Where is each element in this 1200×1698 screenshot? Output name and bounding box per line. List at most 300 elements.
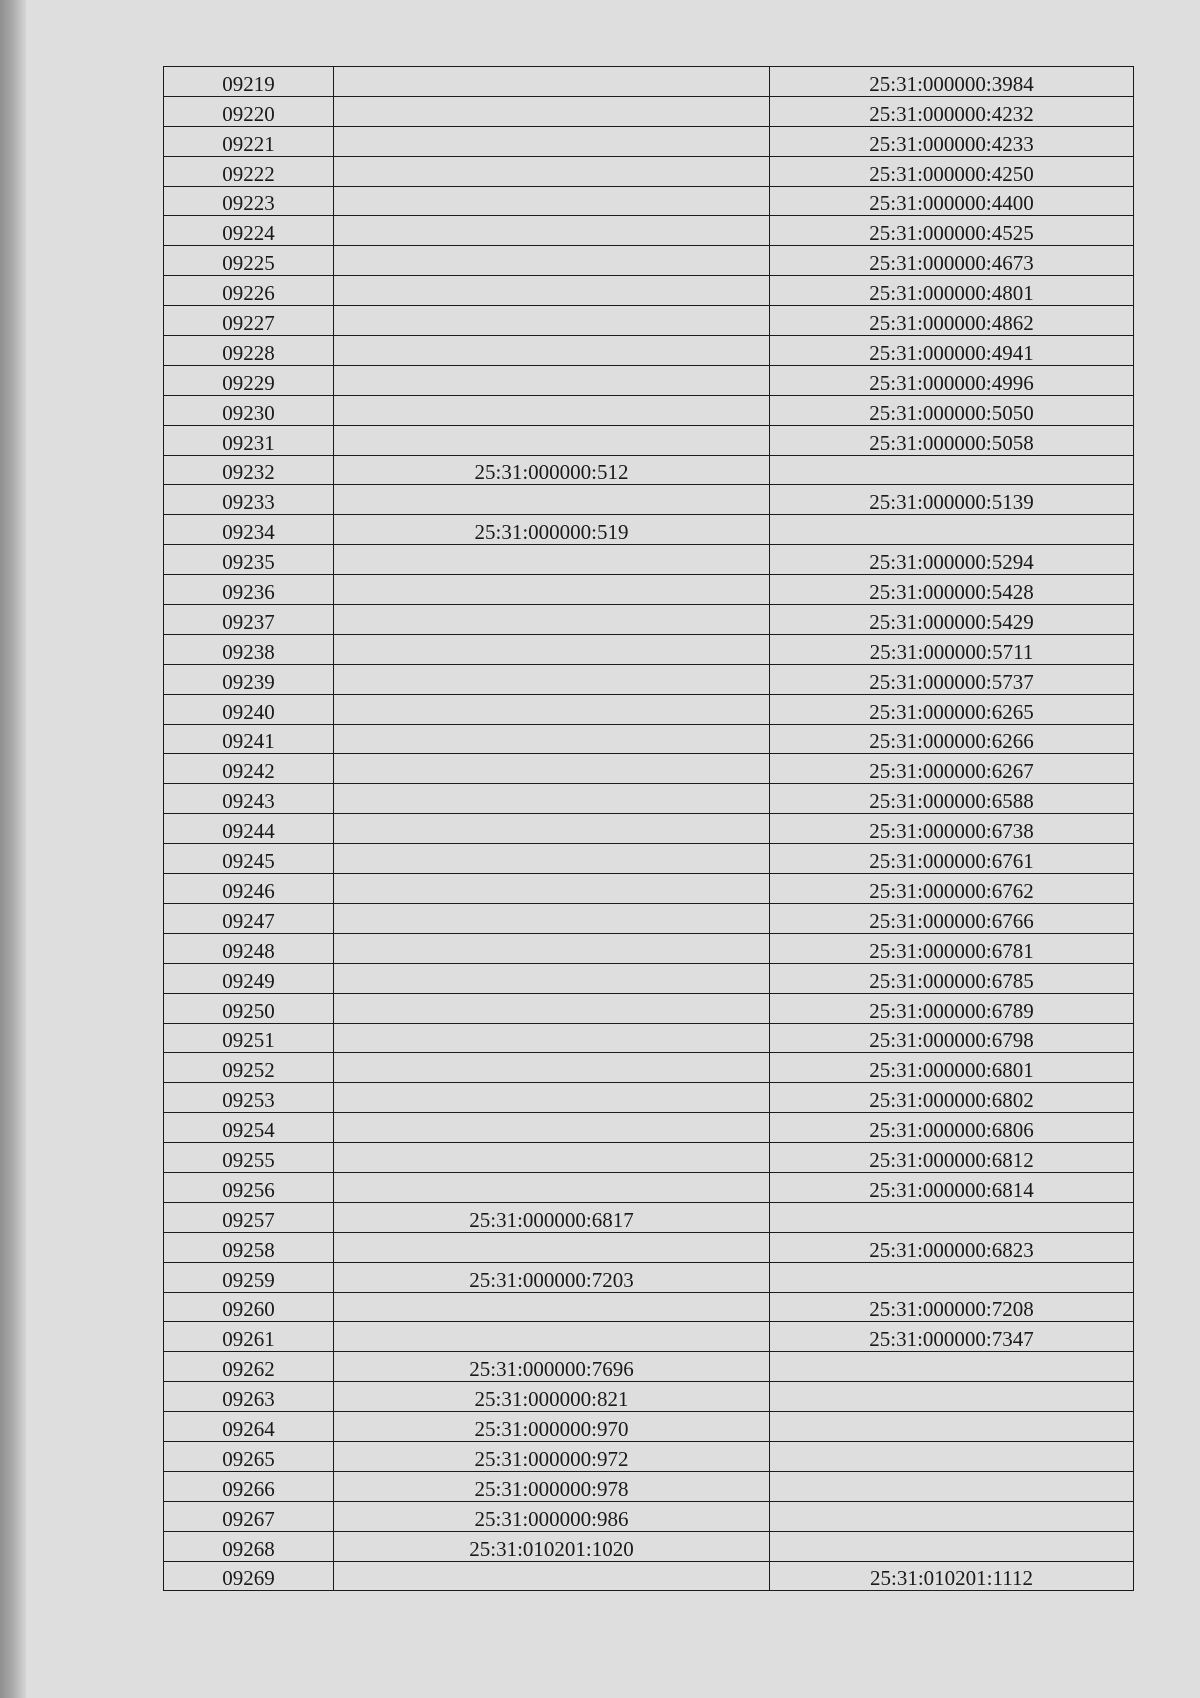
row-number-cell [164,1143,334,1173]
table-row [164,605,1134,635]
row-number-cell-text: 09223 [222,191,275,216]
cadastral-number-cell-middle-text: 25:31:000000:821 [474,1387,629,1412]
table-row [164,664,1134,694]
table-row [164,1083,1134,1113]
table-row [164,814,1134,844]
cadastral-number-cell-middle-text: 25:31:000000:986 [474,1506,629,1531]
row-number-cell-text: 09242 [222,759,275,784]
cadastral-number-cell-middle-text: 25:31:000000:970 [474,1416,629,1441]
row-number-cell-text: 09264 [222,1416,275,1441]
table-row [164,246,1134,276]
cadastral-number-cell-right [770,754,1134,784]
row-number-cell-text: 09236 [222,580,275,605]
cadastral-number-cell-middle [334,246,770,276]
cadastral-number-cell-right-text: 25:31:000000:4862 [869,311,1034,336]
cadastral-number-cell-right [770,903,1134,933]
row-number-cell [164,844,334,874]
cadastral-number-cell-right-text: 25:31:000000:6781 [869,938,1034,963]
table-row [164,903,1134,933]
row-number-cell [164,784,334,814]
row-number-cell [164,515,334,545]
cadastral-number-cell-right [770,365,1134,395]
table-row [164,1352,1134,1382]
row-number-cell [164,365,334,395]
cadastral-number-cell-right [770,1202,1134,1232]
row-number-cell-text: 09259 [222,1267,275,1292]
cadastral-number-cell-right-text: 25:31:000000:5428 [869,580,1034,605]
table-row [164,1292,1134,1322]
cadastral-number-cell-middle [334,754,770,784]
cadastral-number-cell-middle [334,1083,770,1113]
cadastral-number-cell-middle [334,1471,770,1501]
table-row [164,545,1134,575]
row-number-cell-text: 09243 [222,789,275,814]
row-number-cell-text: 09269 [222,1566,275,1591]
table-row [164,67,1134,97]
cadastral-number-cell-right [770,96,1134,126]
cadastral-number-cell-right-text: 25:31:000000:6798 [869,1028,1034,1053]
cadastral-number-cell-right [770,156,1134,186]
cadastral-number-cell-middle-text: 25:31:000000:978 [474,1476,629,1501]
cadastral-number-cell-right-text: 25:31:000000:6785 [869,968,1034,993]
cadastral-number-cell-right [770,1292,1134,1322]
row-number-cell [164,814,334,844]
cadastral-number-cell-middle [334,933,770,963]
cadastral-number-cell-middle [334,1232,770,1262]
table-row [164,1412,1134,1442]
cadastral-number-cell-right-text: 25:31:000000:4801 [869,281,1034,306]
row-number-cell [164,67,334,97]
cadastral-number-cell-right-text: 25:31:000000:5050 [869,400,1034,425]
table-row [164,1143,1134,1173]
cadastral-number-cell-right [770,1143,1134,1173]
cadastral-number-cell-right-text: 25:31:000000:6789 [869,998,1034,1023]
row-number-cell [164,903,334,933]
row-number-cell-text: 09225 [222,251,275,276]
cadastral-number-cell-right [770,605,1134,635]
row-number-cell-text: 09228 [222,340,275,365]
table-row [164,126,1134,156]
cadastral-number-cell-right-text: 25:31:000000:6762 [869,878,1034,903]
cadastral-number-cell-middle [334,1053,770,1083]
row-number-cell [164,874,334,904]
cadastral-number-cell-middle [334,634,770,664]
cadastral-number-cell-right [770,1501,1134,1531]
row-number-cell-text: 09253 [222,1088,275,1113]
cadastral-number-cell-middle [334,156,770,186]
row-number-cell [164,186,334,216]
cadastral-number-cell-right [770,1113,1134,1143]
cadastral-number-cell-middle [334,1202,770,1232]
cadastral-number-cell-middle [334,485,770,515]
cadastral-number-cell-middle [334,993,770,1023]
row-number-cell-text: 09238 [222,639,275,664]
cadastral-number-cell-right-text: 25:31:000000:6766 [869,908,1034,933]
row-number-cell [164,1292,334,1322]
row-number-cell-text: 09231 [222,430,275,455]
row-number-cell [164,933,334,963]
row-number-cell [164,1501,334,1531]
cadastral-number-cell-right-text: 25:31:000000:6806 [869,1118,1034,1143]
cadastral-number-cell-right [770,425,1134,455]
table-row [164,1471,1134,1501]
row-number-cell [164,754,334,784]
cadastral-number-cell-right-text: 25:31:000000:5058 [869,430,1034,455]
row-number-cell-text: 09234 [222,520,275,545]
row-number-cell [164,1262,334,1292]
row-number-cell [164,1531,334,1561]
row-number-cell [164,96,334,126]
table-row [164,1113,1134,1143]
cadastral-number-cell-middle [334,455,770,485]
row-number-cell [164,425,334,455]
cadastral-number-cell-middle [334,1412,770,1442]
row-number-cell-text: 09230 [222,400,275,425]
row-number-cell-text: 09258 [222,1237,275,1262]
row-number-cell-text: 09247 [222,908,275,933]
cadastral-number-cell-right [770,1382,1134,1412]
cadastral-number-cell-right-text: 25:31:000000:6802 [869,1088,1034,1113]
cadastral-number-cell-middle [334,1531,770,1561]
cadastral-number-cell-right-text: 25:31:000000:5711 [869,639,1034,664]
cadastral-number-cell-right-text: 25:31:000000:4525 [869,221,1034,246]
cadastral-number-cell-right-text: 25:31:000000:7208 [869,1297,1034,1322]
row-number-cell-text: 09256 [222,1177,275,1202]
row-number-cell-text: 09220 [222,101,275,126]
row-number-cell-text: 09257 [222,1207,275,1232]
table-row [164,306,1134,336]
row-number-cell-text: 09232 [222,460,275,485]
table-row [164,933,1134,963]
cadastral-number-cell-right-text: 25:31:000000:4250 [869,161,1034,186]
row-number-cell-text: 09248 [222,938,275,963]
cadastral-number-cell-middle [334,724,770,754]
row-number-cell-text: 09224 [222,221,275,246]
table-row [164,1262,1134,1292]
cadastral-number-cell-right-text: 25:31:000000:6761 [869,849,1034,874]
cadastral-number-cell-right-text: 25:31:000000:4400 [869,191,1034,216]
cadastral-number-cell-right-text: 25:31:000000:3984 [869,71,1034,96]
row-number-cell [164,694,334,724]
row-number-cell-text: 09268 [222,1536,275,1561]
row-number-cell [164,1083,334,1113]
cadastral-number-cell-middle [334,963,770,993]
table-row [164,784,1134,814]
row-number-cell [164,1232,334,1262]
cadastral-number-cell-right [770,1083,1134,1113]
cadastral-number-cell-middle [334,1292,770,1322]
table-row [164,1172,1134,1202]
table-row [164,575,1134,605]
cadastral-number-cell-right [770,395,1134,425]
cadastral-number-cell-right [770,874,1134,904]
table-row [164,1382,1134,1412]
cadastral-number-cell-right [770,634,1134,664]
cadastral-number-cell-middle [334,216,770,246]
cadastral-number-cell-middle [334,1172,770,1202]
cadastral-number-cell-middle [334,694,770,724]
cadastral-number-cell-middle [334,814,770,844]
cadastral-number-cell-right [770,336,1134,366]
cadastral-number-cell-right-text: 25:31:000000:6814 [869,1177,1034,1202]
row-number-cell [164,246,334,276]
row-number-cell-text: 09239 [222,669,275,694]
table-body [164,67,1134,1591]
cadastral-table [163,66,1134,1591]
table-row [164,1023,1134,1053]
cadastral-number-cell-right-text: 25:31:000000:4996 [869,370,1034,395]
cadastral-number-cell-right [770,575,1134,605]
cadastral-number-cell-right-text: 25:31:000000:7347 [869,1327,1034,1352]
cadastral-number-cell-middle [334,1561,770,1591]
cadastral-number-cell-middle [334,276,770,306]
table-row [164,336,1134,366]
row-number-cell-text: 09241 [222,729,275,754]
table-row [164,724,1134,754]
cadastral-number-cell-right [770,515,1134,545]
cadastral-number-cell-right [770,933,1134,963]
cadastral-number-cell-right [770,784,1134,814]
row-number-cell-text: 09252 [222,1058,275,1083]
table-row [164,634,1134,664]
cadastral-number-cell-middle [334,186,770,216]
row-number-cell [164,276,334,306]
cadastral-number-cell-middle [334,1501,770,1531]
cadastral-number-cell-right-text: 25:31:000000:4233 [869,131,1034,156]
row-number-cell-text: 09266 [222,1476,275,1501]
row-number-cell-text: 09254 [222,1118,275,1143]
cadastral-number-cell-middle [334,844,770,874]
cadastral-number-cell-right-text: 25:31:000000:6588 [869,789,1034,814]
cadastral-number-cell-right [770,1531,1134,1561]
table-row [164,844,1134,874]
cadastral-number-cell-right [770,1172,1134,1202]
cadastral-number-cell-middle [334,1441,770,1471]
cadastral-number-cell-middle [334,365,770,395]
row-number-cell [164,395,334,425]
cadastral-number-cell-middle-text: 25:31:000000:512 [474,460,629,485]
row-number-cell-text: 09255 [222,1147,275,1172]
cadastral-number-cell-middle-text: 25:31:000000:7696 [469,1357,634,1382]
cadastral-number-cell-middle [334,1143,770,1173]
table-row [164,1441,1134,1471]
cadastral-number-cell-middle [334,664,770,694]
cadastral-number-cell-right-text: 25:31:000000:5139 [869,490,1034,515]
cadastral-number-cell-right-text: 25:31:000000:5429 [869,609,1034,634]
row-number-cell-text: 09219 [222,71,275,96]
row-number-cell-text: 09251 [222,1028,275,1053]
row-number-cell-text: 09240 [222,699,275,724]
cadastral-number-cell-right-text: 25:31:010201:1112 [870,1566,1033,1591]
row-number-cell [164,664,334,694]
cadastral-number-cell-right [770,67,1134,97]
cadastral-number-cell-right [770,1441,1134,1471]
row-number-cell-text: 09226 [222,281,275,306]
table-row [164,96,1134,126]
row-number-cell [164,1053,334,1083]
table-row [164,993,1134,1023]
row-number-cell-text: 09227 [222,311,275,336]
row-number-cell-text: 09250 [222,998,275,1023]
cadastral-number-cell-middle [334,1113,770,1143]
cadastral-number-cell-right [770,993,1134,1023]
cadastral-number-cell-right [770,1471,1134,1501]
table-row [164,1561,1134,1591]
cadastral-number-cell-middle [334,515,770,545]
table-row [164,1053,1134,1083]
row-number-cell-text: 09233 [222,490,275,515]
row-number-cell [164,1322,334,1352]
row-number-cell-text: 09267 [222,1506,275,1531]
cadastral-number-cell-middle-text: 25:31:000000:519 [474,520,629,545]
cadastral-number-cell-right-text: 25:31:000000:6812 [869,1147,1034,1172]
cadastral-number-cell-right-text: 25:31:000000:5737 [869,669,1034,694]
cadastral-number-cell-middle [334,1023,770,1053]
cadastral-number-cell-right-text: 25:31:000000:6265 [869,699,1034,724]
cadastral-number-cell-middle [334,903,770,933]
cadastral-number-cell-middle [334,545,770,575]
row-number-cell [164,336,334,366]
table-row [164,276,1134,306]
table-row [164,754,1134,784]
cadastral-number-cell-middle-text: 25:31:000000:6817 [469,1207,634,1232]
table-row [164,455,1134,485]
cadastral-number-cell-middle [334,336,770,366]
cadastral-number-cell-right-text: 25:31:000000:4673 [869,251,1034,276]
cadastral-number-cell-middle [334,395,770,425]
row-number-cell [164,1441,334,1471]
cadastral-number-cell-middle [334,96,770,126]
row-number-cell-text: 09229 [222,370,275,395]
row-number-cell-text: 09260 [222,1297,275,1322]
cadastral-number-cell-right [770,545,1134,575]
table-row [164,515,1134,545]
row-number-cell-text: 09245 [222,849,275,874]
cadastral-number-cell-right [770,306,1134,336]
table-row [164,694,1134,724]
row-number-cell [164,126,334,156]
cadastral-number-cell-right [770,126,1134,156]
table-row [164,1322,1134,1352]
cadastral-number-cell-middle-text: 25:31:010201:1020 [469,1536,634,1561]
cadastral-number-cell-right [770,216,1134,246]
cadastral-number-cell-right [770,485,1134,515]
cadastral-number-cell-right [770,1262,1134,1292]
row-number-cell [164,1352,334,1382]
row-number-cell-text: 09235 [222,550,275,575]
cadastral-number-cell-right [770,455,1134,485]
cadastral-number-cell-middle-text: 25:31:000000:7203 [469,1267,634,1292]
cadastral-number-cell-middle [334,575,770,605]
row-number-cell [164,306,334,336]
row-number-cell-text: 09222 [222,161,275,186]
table-row [164,425,1134,455]
row-number-cell [164,963,334,993]
row-number-cell [164,1113,334,1143]
cadastral-number-cell-middle [334,126,770,156]
table-row [164,156,1134,186]
row-number-cell-text: 09261 [222,1327,275,1352]
cadastral-number-cell-right [770,276,1134,306]
cadastral-number-cell-middle [334,1382,770,1412]
cadastral-number-cell-middle [334,1352,770,1382]
cadastral-number-cell-right-text: 25:31:000000:6823 [869,1237,1034,1262]
cadastral-number-cell-middle [334,306,770,336]
row-number-cell-text: 09237 [222,609,275,634]
row-number-cell [164,724,334,754]
cadastral-number-cell-right [770,844,1134,874]
row-number-cell [164,1471,334,1501]
cadastral-number-cell-right [770,963,1134,993]
row-number-cell [164,485,334,515]
cadastral-number-cell-right [770,1023,1134,1053]
row-number-cell [164,216,334,246]
cadastral-number-cell-right [770,186,1134,216]
row-number-cell-text: 09221 [222,131,275,156]
cadastral-number-cell-middle [334,67,770,97]
row-number-cell-text: 09262 [222,1357,275,1382]
row-number-cell-text: 09244 [222,819,275,844]
cadastral-number-cell-right [770,246,1134,276]
cadastral-number-cell-right [770,1412,1134,1442]
row-number-cell [164,993,334,1023]
table-row [164,485,1134,515]
cadastral-number-cell-middle [334,605,770,635]
cadastral-number-cell-right [770,694,1134,724]
cadastral-number-cell-right [770,724,1134,754]
cadastral-number-cell-right-text: 25:31:000000:6267 [869,759,1034,784]
row-number-cell-text: 09265 [222,1446,275,1471]
cadastral-number-cell-right [770,1561,1134,1591]
row-number-cell [164,545,334,575]
row-number-cell [164,1382,334,1412]
cadastral-number-cell-right-text: 25:31:000000:6266 [869,729,1034,754]
cadastral-number-cell-right [770,1232,1134,1262]
row-number-cell [164,575,334,605]
cadastral-number-cell-right [770,1352,1134,1382]
row-number-cell-text: 09246 [222,878,275,903]
cadastral-number-cell-right [770,1053,1134,1083]
cadastral-number-cell-right-text: 25:31:000000:6801 [869,1058,1034,1083]
cadastral-number-cell-middle [334,874,770,904]
cadastral-number-cell-middle [334,1262,770,1292]
row-number-cell [164,1412,334,1442]
table-row [164,1202,1134,1232]
row-number-cell-text: 09263 [222,1387,275,1412]
cadastral-number-cell-middle-text: 25:31:000000:972 [474,1446,629,1471]
cadastral-number-cell-middle [334,1322,770,1352]
row-number-cell [164,1202,334,1232]
cadastral-number-cell-right-text: 25:31:000000:4232 [869,101,1034,126]
cadastral-number-cell-middle [334,425,770,455]
table-row [164,963,1134,993]
cadastral-number-cell-right [770,664,1134,694]
row-number-cell [164,1023,334,1053]
cadastral-number-cell-right-text: 25:31:000000:4941 [869,340,1034,365]
table-row [164,186,1134,216]
table-row [164,216,1134,246]
row-number-cell [164,605,334,635]
table-row [164,1501,1134,1531]
row-number-cell [164,455,334,485]
cadastral-number-cell-right-text: 25:31:000000:6738 [869,819,1034,844]
row-number-cell [164,634,334,664]
table-row [164,1232,1134,1262]
table-row [164,1531,1134,1561]
cadastral-number-cell-right [770,1322,1134,1352]
table-row [164,874,1134,904]
row-number-cell [164,1172,334,1202]
